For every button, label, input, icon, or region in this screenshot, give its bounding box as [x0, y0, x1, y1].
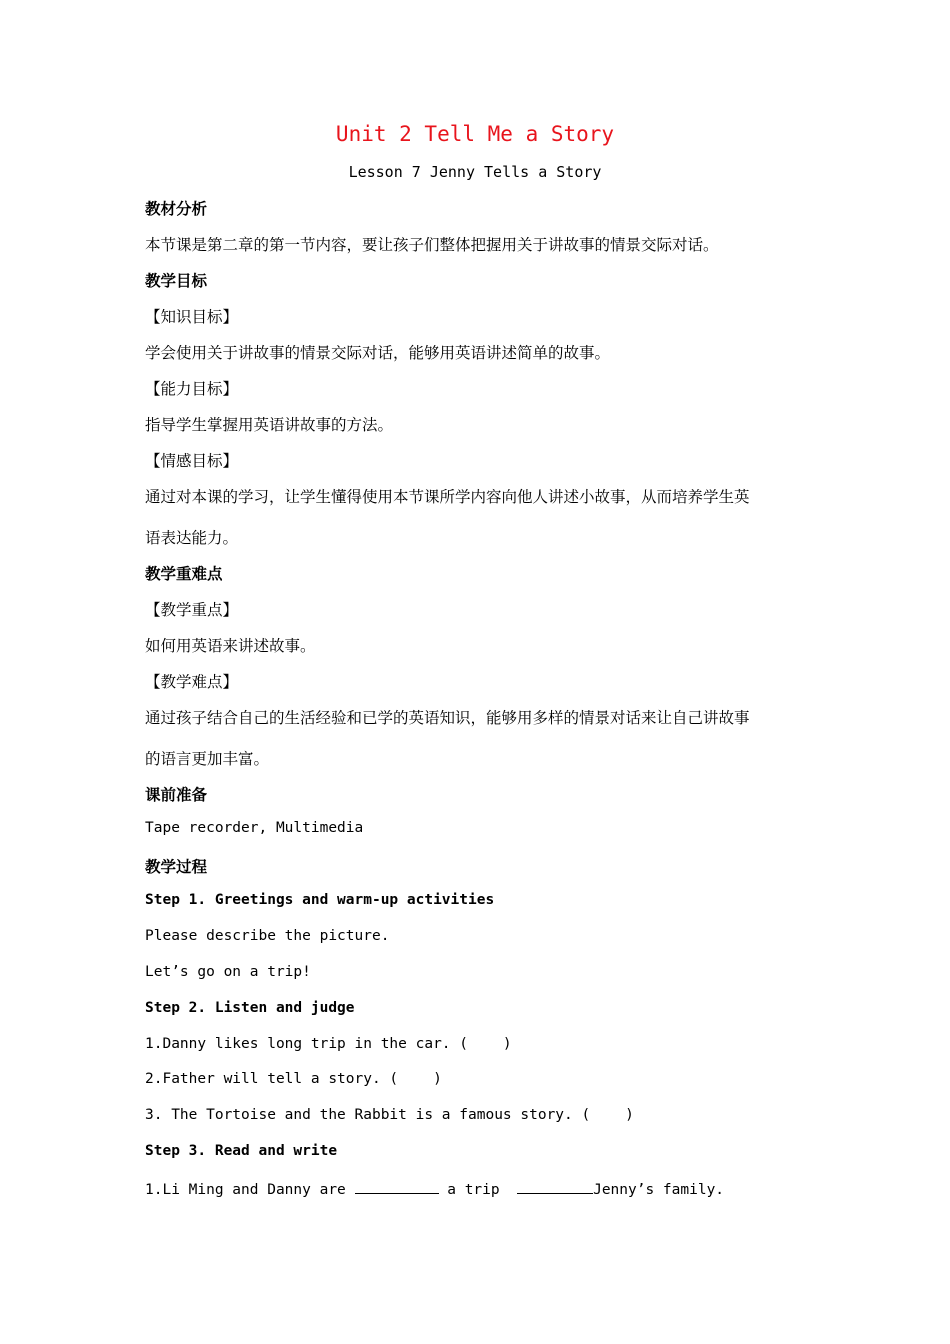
difficulty-text-2: 的语言更加丰富。 — [145, 750, 270, 768]
step2-title: Step 2. Listen and judge — [145, 1000, 355, 1016]
step3-title: Step 3. Read and write — [145, 1143, 338, 1159]
emotion-goal-label: 【情感目标】 — [145, 452, 239, 470]
step2-item-3: 3. The Tortoise and the Rabbit is a famous story. ( ) — [145, 1107, 634, 1123]
step3-item-1-part-a: 1.Li Ming and Danny are — [145, 1182, 355, 1198]
step1-line-1: Please describe the picture. — [145, 928, 390, 944]
analysis-heading: 教材分析 — [145, 200, 208, 218]
preparation-text: Tape recorder, Multimedia — [145, 820, 364, 836]
knowledge-goal-label: 【知识目标】 — [145, 308, 239, 326]
emotion-goal-text-1: 通过对本课的学习，让学生懂得使用本节课所学内容向他人讲述小故事，从而培养学生英 — [145, 488, 750, 506]
unit-title: Unit 2 Tell Me a Story — [335, 122, 615, 146]
key-points-heading: 教学重难点 — [145, 565, 223, 583]
step3-item-1-part-b: a trip — [438, 1182, 509, 1198]
step2-item-2: 2.Father will tell a story. ( ) — [145, 1071, 442, 1087]
step2-item-1: 1.Danny likes long trip in the car. ( ) — [145, 1036, 512, 1052]
focus-label: 【教学重点】 — [145, 601, 239, 619]
fill-in-blank-2[interactable] — [517, 1179, 593, 1194]
preparation-heading: 课前准备 — [145, 786, 208, 804]
analysis-text: 本节课是第二章的第一节内容，要让孩子们整体把握用关于讲故事的情景交际对话。 — [145, 236, 719, 254]
step1-title: Step 1. Greetings and warm-up activities — [145, 892, 495, 908]
step1-line-2: Let’s go on a trip! — [145, 964, 311, 980]
difficulty-label: 【教学难点】 — [145, 673, 239, 691]
ability-goal-text: 指导学生掌握用英语讲故事的方法。 — [145, 416, 394, 434]
difficulty-text-1: 通过孩子结合自己的生活经验和已学的英语知识，能够用多样的情景对话来让自己讲故事 — [145, 709, 750, 727]
emotion-goal-text-2: 语表达能力。 — [145, 529, 239, 547]
focus-text: 如何用英语来讲述故事。 — [145, 637, 316, 655]
goals-heading: 教学目标 — [145, 272, 208, 290]
lesson-subtitle: Lesson 7 Jenny Tells a Story — [348, 163, 602, 181]
knowledge-goal-text: 学会使用关于讲故事的情景交际对话，能够用英语讲述简单的故事。 — [145, 344, 611, 362]
ability-goal-label: 【能力目标】 — [145, 380, 239, 398]
step3-item-1-part-c: Jenny’s family. — [593, 1182, 725, 1198]
fill-in-blank-1[interactable] — [355, 1179, 439, 1194]
process-heading: 教学过程 — [145, 858, 208, 876]
step3-item-1 — [145, 1179, 724, 1198]
